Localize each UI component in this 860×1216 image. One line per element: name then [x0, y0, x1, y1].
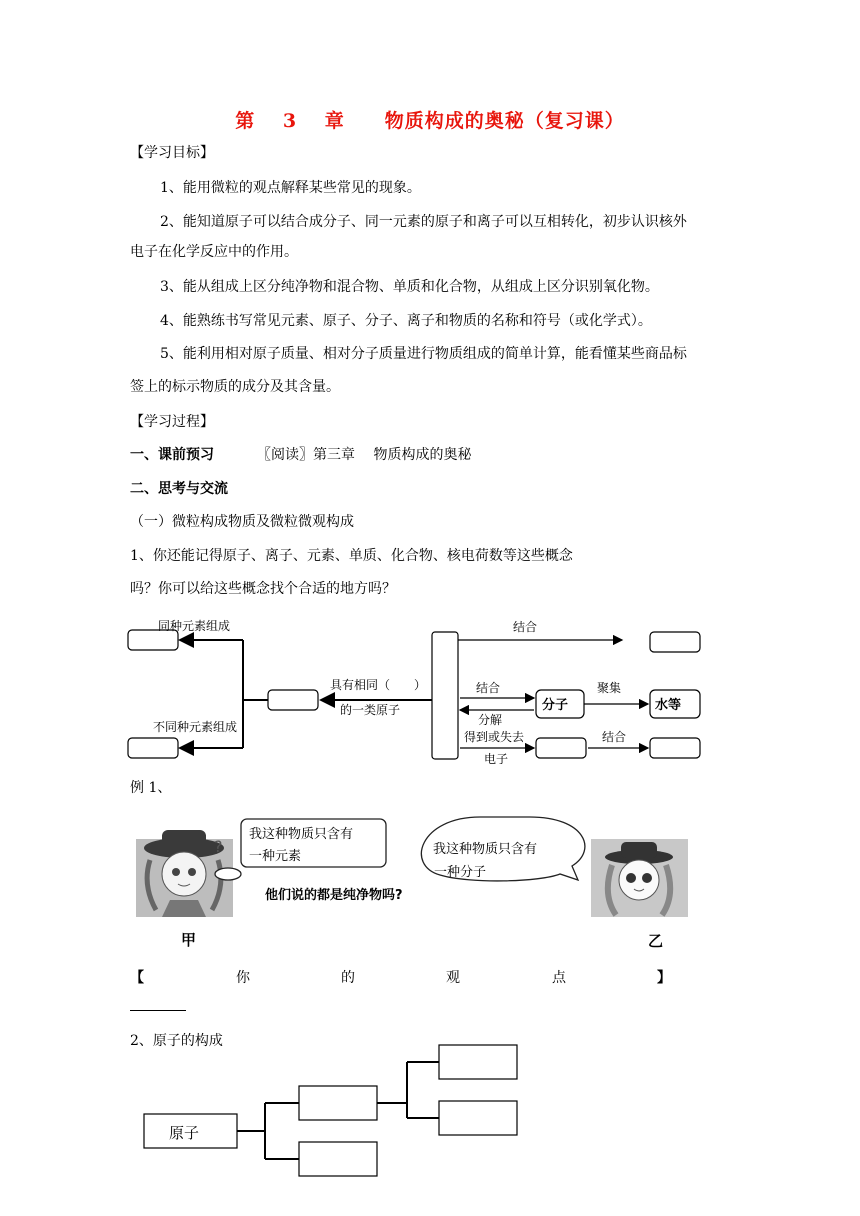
page-title: 第 3 章 物质构成的奥秘（复习课）: [235, 110, 625, 132]
blank-box-electrons: [299, 1142, 377, 1176]
section1-label: 一、课前预习: [130, 447, 214, 463]
bubble-left-line1: 我这种物质只含有: [249, 827, 354, 842]
label-water-etc: 水等: [655, 698, 682, 713]
name-jia: 甲: [181, 931, 197, 949]
example1-question: 他们说的都是纯净物吗?: [265, 888, 403, 903]
opinion-open-bracket: 【: [130, 970, 144, 986]
label-kind-of-atom: 的一类原子: [340, 703, 401, 717]
label-same-element: 同种元素组成: [158, 619, 231, 633]
objective-2: 2、能知道原子可以结合成分子、同一元素的原子和离子可以互相转化，初步认识核外: [160, 214, 687, 230]
opinion-char-2: 的: [341, 970, 355, 986]
label-electron: 电子: [484, 752, 509, 766]
section1-reading: 〖阅读〗第三章 物质构成的奥秘: [257, 447, 472, 463]
example1-label: 例 1、: [130, 780, 172, 796]
opinion-char-3: 观: [446, 970, 460, 986]
question1-line2: 吗？你可以给这些概念找个合适的地方吗？: [130, 581, 396, 597]
section2-label: 二、思考与交流: [130, 481, 228, 497]
label-combine-bottom: 结合: [602, 730, 627, 744]
objective-4: 4、能熟练书写常见元素、原子、分子、离子和物质的名称和符号（或化学式）。: [160, 313, 652, 329]
bubble-left-line2: 一种元素: [249, 849, 302, 864]
question1-line1: 1、你还能记得原子、离子、元素、单质、化合物、核电荷数等这些概念: [130, 548, 573, 564]
label-combine-top: 结合: [513, 620, 538, 634]
bubble-right-line1: 我这种物质只含有: [433, 842, 538, 857]
objectives-heading: 【学习目标】: [130, 145, 214, 161]
svg-text:?: ?: [214, 837, 223, 856]
objective-5-cont: 签上的标示物质的成分及其含量。: [130, 379, 340, 395]
opinion-close-bracket: 】: [657, 970, 671, 986]
blank-box-neutrons: [439, 1101, 517, 1135]
label-same-nuclear: 具有相同（ ）: [330, 678, 427, 692]
atom-label: 原子: [169, 1124, 200, 1142]
label-combine-mid: 结合: [476, 681, 501, 695]
objective-3: 3、能从组成上区分纯净物和混合物、单质和化合物，从组成上区分识别氧化物。: [160, 279, 659, 295]
blank-box-nucleus: [299, 1086, 377, 1120]
blank-box-protons: [439, 1045, 517, 1079]
bubble-right-line2: 一种分子: [434, 865, 487, 880]
name-yi: 乙: [648, 932, 664, 950]
process-heading: 【学习过程】: [130, 414, 214, 430]
label-decompose: 分解: [478, 713, 503, 727]
label-gain-lose: 得到或失去: [464, 730, 525, 744]
opinion-char-4: 点: [552, 970, 566, 986]
label-molecule: 分子: [542, 698, 569, 713]
objective-1: 1、能用微粒的观点解释某些常见的现象。: [160, 180, 421, 196]
opinion-char-1: 你: [236, 970, 250, 986]
label-aggregate: 聚集: [597, 681, 622, 695]
section2-sub1: （一）微粒构成物质及微粒微观构成: [130, 514, 354, 530]
objective-5: 5、能利用相对原子质量、相对分子质量进行物质组成的简单计算，能看懂某些商品标: [160, 346, 687, 362]
label-diff-element: 不同种元素组成: [153, 720, 238, 734]
objective-2-cont: 电子在化学反应中的作用。: [130, 244, 298, 260]
question2-label: 2、原子的构成: [130, 1033, 223, 1049]
